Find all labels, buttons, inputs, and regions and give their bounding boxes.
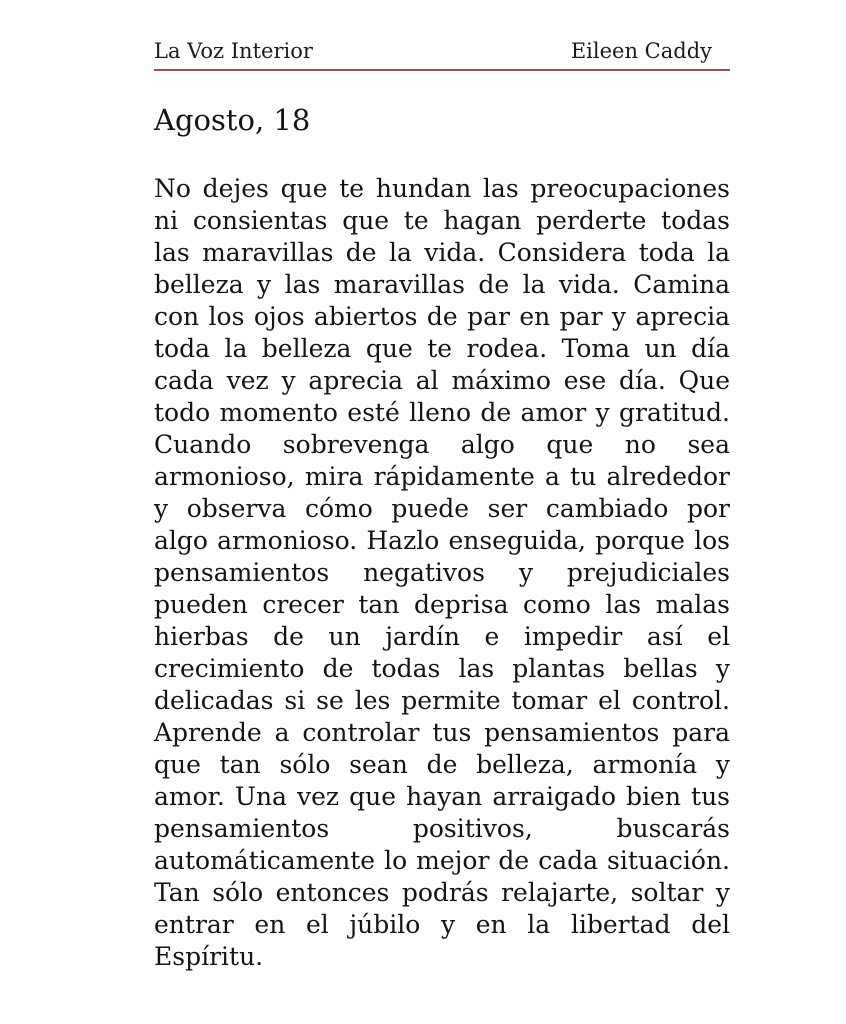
book-title: La Voz Interior: [154, 39, 313, 63]
body-paragraph: No dejes que te hundan las preocupaciones ni consientas que te hagan perderte todas las maravillas de la vida. Considera toda la belleza y las maravillas de la vida. Camina con los ojos abiertos de par en par y aprecia toda la belleza que te rodea. Toma un día cada vez y aprecia al máximo ese día. Que todo momento esté lleno de amor y gratitud. Cuando sobrevenga algo que no sea armonioso, mira rápidamente a tu alrededor y observa cómo puede ser cambiado por algo armonioso. Hazlo enseguida, porque los pensamientos negativos y prejudiciales pueden crecer tan deprisa como las malas hierbas de un jardín e impedir así el crecimiento de todas las plantas bellas y delicadas si se les permite tomar el control. Aprende a controlar tus pensamientos para que tan sólo sean de belleza, armonía y amor. Una vez que hayan arraigado bien tus pensamientos positivos, buscarás automáticamente lo mejor de cada situación. Tan sólo entonces podrás relajarte, soltar y entrar en el júbilo y en la libertad del Espíritu.: [154, 174, 730, 971]
date-heading: Agosto, 18: [154, 103, 311, 137]
running-header: [154, 0, 730, 71]
text-column: [154, 0, 730, 998]
author-name: Eileen Caddy: [570, 39, 712, 63]
